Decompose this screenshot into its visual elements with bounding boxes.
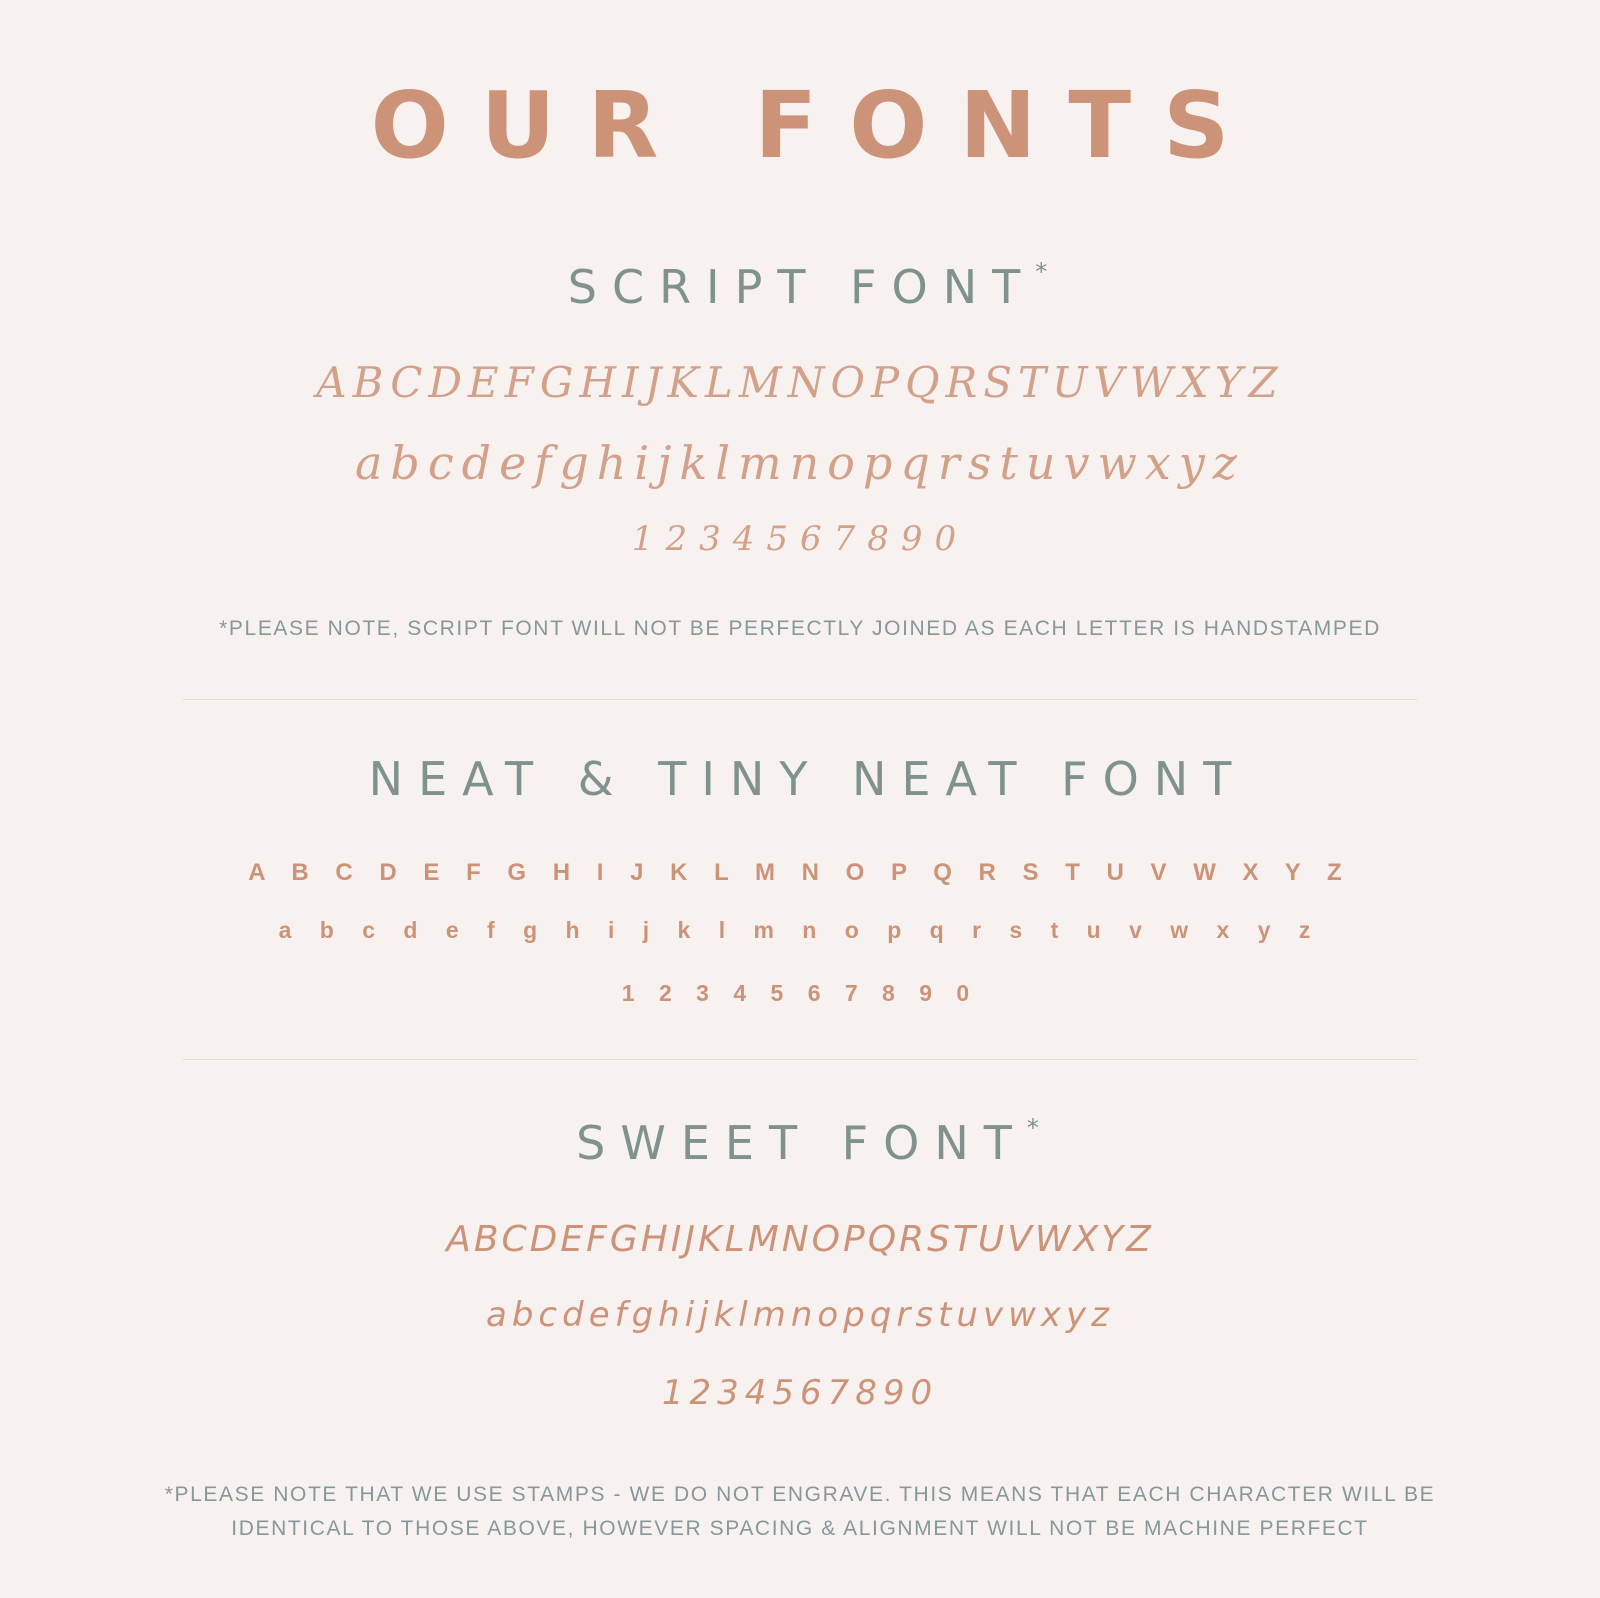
script-font-numbers: 1234567890 [631, 519, 969, 559]
neat-font-heading: NEAT & TINY NEAT FONT [368, 752, 1247, 806]
sweet-font-heading-text: SWEET FONT [576, 1116, 1027, 1170]
footer-note-line-1: *PLEASE NOTE THAT WE USE STAMPS - WE DO NOT ENGRAVE. THIS MEANS THAT EACH CHARACTER WILL BE [164, 1483, 1436, 1506]
section-divider [183, 699, 1417, 700]
section-divider [183, 1059, 1417, 1060]
neat-font-lowercase: a b c d e f g h i j k l m n o p q r s t u v w x y z [278, 917, 1322, 943]
script-font-uppercase: ABCDEFGHIJKLMNOPQRSTUVWXYZ [316, 358, 1284, 407]
sweet-font-uppercase: ABCDEFGHIJKLMNOPQRSTUVWXYZ [446, 1219, 1154, 1260]
footer-note-line-2: IDENTICAL TO THOSE ABOVE, HOWEVER SPACING & ALIGNMENT WILL NOT BE MACHINE PERFECT [231, 1517, 1369, 1540]
neat-font-numbers: 1 2 3 4 5 6 7 8 9 0 [621, 980, 979, 1006]
sweet-font-numbers: 1234567890 [661, 1373, 939, 1413]
sweet-font-lowercase: abcdefghijklmnopqrstuvwxyz [486, 1295, 1114, 1335]
neat-font-uppercase: A B C D E F G H I J K L M N O P Q R S T U V W X Y Z [248, 859, 1352, 886]
page-title: OUR FONTS [370, 72, 1262, 179]
script-font-lowercase: abcdefghijklmnopqrstuvwxyz [354, 436, 1246, 490]
script-font-note: *PLEASE NOTE, SCRIPT FONT WILL NOT BE PERFECTLY JOINED AS EACH LETTER IS HANDSTAMPED [219, 617, 1381, 640]
script-font-heading-text: SCRIPT FONT [567, 260, 1036, 314]
script-font-asterisk: * [1035, 258, 1048, 286]
script-font-heading [0, 258, 1600, 314]
sweet-font-heading [0, 1114, 1600, 1170]
sweet-font-asterisk: * [1026, 1114, 1039, 1142]
footer-note [0, 1478, 1600, 1546]
